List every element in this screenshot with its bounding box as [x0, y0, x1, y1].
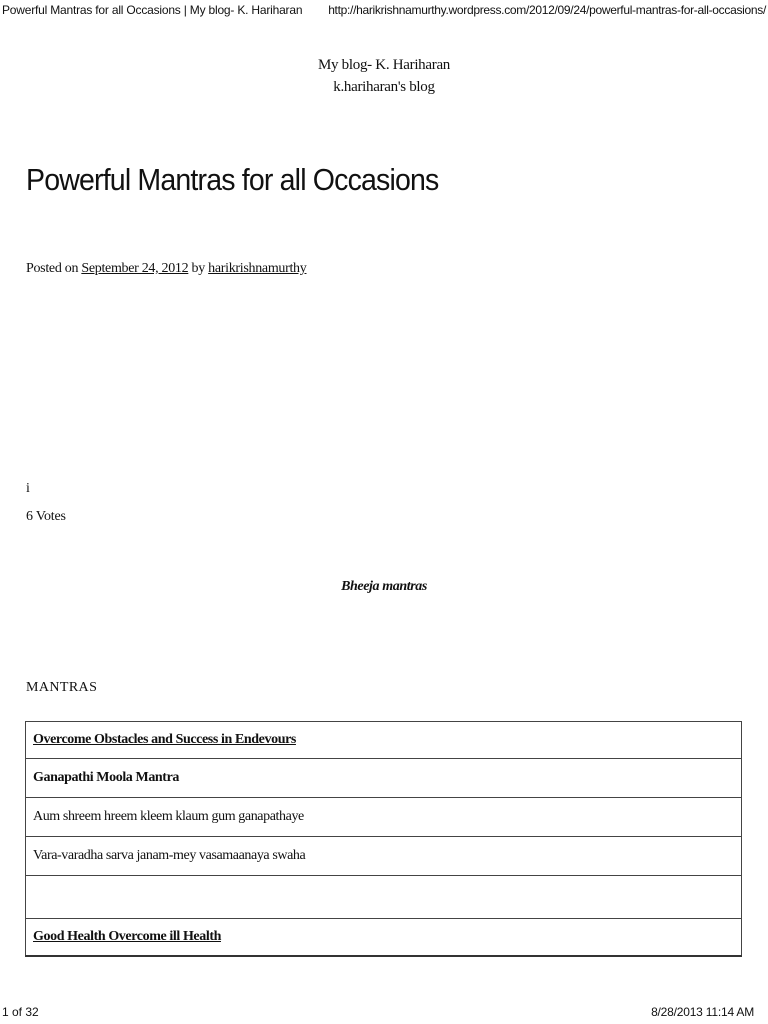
- table-cell: [26, 798, 742, 837]
- mantra-line: Aum shreem hreem kleem klaum gum ganapathaye: [33, 809, 304, 824]
- table-row: [26, 759, 742, 798]
- print-page-title: Powerful Mantras for all Occasions | My blog- K. Hariharan: [2, 3, 303, 17]
- mantra-name: Ganapathi Moola Mantra: [33, 770, 179, 785]
- mantra-category-link[interactable]: Overcome Obstacles and Success in Endevours: [33, 732, 296, 747]
- mantra-category-link[interactable]: Good Health Overcome ill Health: [33, 929, 221, 944]
- post-title: Powerful Mantras for all Occasions: [26, 162, 439, 197]
- post-meta: [26, 259, 306, 279]
- table-row: [26, 876, 742, 919]
- table-row: [26, 837, 742, 876]
- author-link[interactable]: harikrishnamurthy: [208, 261, 307, 276]
- posted-on-label: Posted on: [26, 261, 79, 276]
- table-cell: [26, 722, 742, 759]
- table-row: [26, 722, 742, 759]
- site-title[interactable]: My blog- K. Hariharan: [318, 57, 450, 73]
- by-label: by: [191, 261, 205, 276]
- votes-count: 6 Votes: [26, 509, 66, 524]
- table-cell: [26, 876, 742, 919]
- table-cell: [26, 837, 742, 876]
- site-tagline: k.hariharan's blog: [333, 79, 435, 95]
- rating-icon[interactable]: i: [26, 481, 30, 496]
- mantra-table: [25, 721, 742, 957]
- table-cell: [26, 759, 742, 798]
- print-url: http://harikrishnamurthy.wordpress.com/2012/09/24/powerful-mantras-for-all-occasions/: [328, 3, 766, 17]
- table-row: [26, 919, 742, 957]
- mantra-line: Vara-varadha sarva janam-mey vasamaanaya swaha: [33, 848, 306, 863]
- page-count: 1 of 32: [2, 1005, 39, 1019]
- table-cell: [26, 919, 742, 957]
- post-date-link[interactable]: September 24, 2012: [81, 261, 189, 276]
- table-row: [26, 798, 742, 837]
- mantras-label: MANTRAS: [26, 680, 98, 695]
- section-heading: Bheeja mantras: [341, 579, 427, 594]
- print-timestamp: 8/28/2013 11:14 AM: [651, 1005, 754, 1019]
- site-header: [0, 54, 768, 98]
